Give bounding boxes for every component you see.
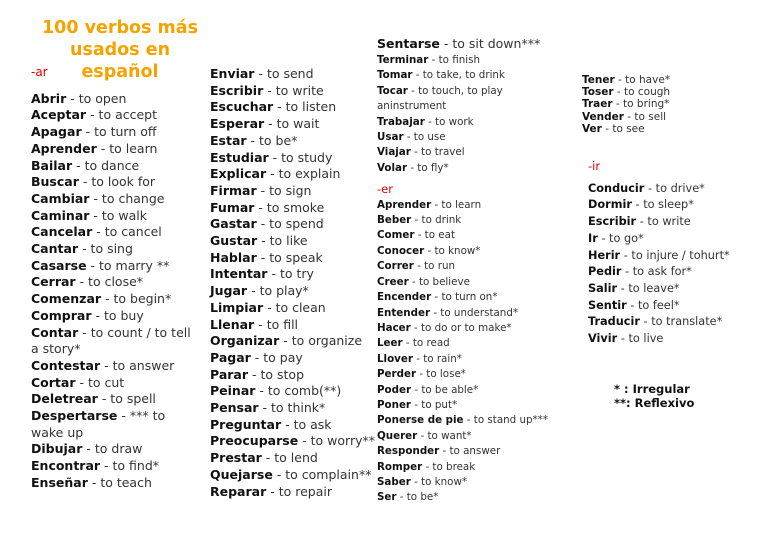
verb-entry (377, 429, 548, 444)
verb-word: Peinar (210, 383, 256, 399)
verb-word: Firmar (210, 182, 257, 198)
verb-entry (377, 84, 527, 115)
verb-word: Fumar (210, 199, 255, 215)
legend (614, 382, 694, 410)
verb-entry (377, 228, 548, 243)
verb-entry (31, 224, 206, 241)
verb-translation: - to like (257, 233, 308, 249)
verb-word: Cancelar (31, 224, 93, 240)
verb-entry (377, 213, 548, 228)
verb-translation: - to sign (256, 182, 312, 198)
verb-entry (210, 233, 375, 250)
verb-entry (582, 74, 670, 86)
verb-word: Gustar (210, 233, 258, 249)
verb-translation: - to complain** (272, 466, 372, 482)
verb-entry (31, 325, 196, 358)
verb-entry (377, 259, 548, 274)
verb-entry (210, 433, 375, 450)
verb-word: Leer (377, 337, 403, 350)
verb-word: Bailar (31, 157, 73, 173)
verb-word: Pagar (210, 349, 251, 365)
verb-translation: - to go* (597, 231, 644, 245)
verb-translation: - to spend (256, 216, 324, 232)
verb-word: Quejarse (210, 466, 273, 482)
verb-translation: - to ask for* (621, 265, 692, 279)
verb-entry (210, 383, 375, 400)
verb-entry (377, 352, 548, 367)
verb-entry (210, 450, 375, 467)
verb-entry (377, 35, 548, 53)
verb-word: Explicar (210, 166, 267, 182)
verb-entry (210, 484, 375, 501)
verb-word: Poder (377, 383, 412, 396)
verb-word: Vivir (588, 332, 618, 346)
verb-entry (31, 375, 206, 392)
verb-entry (31, 408, 196, 441)
verb-translation: - to write (263, 82, 324, 98)
verb-word: Correr (377, 260, 414, 273)
verb-word: Comenzar (31, 291, 102, 307)
verb-word: Dibujar (31, 441, 83, 457)
ar-column-1 (31, 64, 206, 492)
verb-entry (377, 161, 548, 176)
verb-translation: - to lend (261, 450, 318, 466)
verb-word: Usar (377, 131, 404, 144)
verb-entry (210, 367, 375, 384)
ar-er-column (377, 35, 548, 506)
verb-entry (377, 336, 548, 351)
verb-entry (210, 200, 375, 217)
verb-translation: - to want* (417, 429, 472, 442)
verb-entry (588, 248, 730, 265)
verb-word: Estar (210, 132, 247, 148)
verb-word: Ir (588, 231, 598, 245)
verb-entry (210, 417, 375, 434)
verb-word: Cambiar (31, 190, 90, 206)
verb-translation: - to worry** (298, 433, 375, 449)
verb-entry (210, 150, 375, 167)
verb-translation: - to repair (266, 483, 332, 499)
verb-word: Escribir (210, 82, 264, 98)
verb-entry (588, 181, 730, 198)
verb-word: Viajar (377, 146, 411, 159)
verb-translation: - to be able* (411, 383, 479, 396)
verb-entry (377, 130, 548, 145)
ar-column-2 (210, 66, 375, 500)
verb-entry (31, 358, 206, 375)
verb-word: Encontrar (31, 458, 101, 474)
verb-word: Tomar (377, 69, 413, 82)
verb-entry (210, 317, 375, 334)
verb-entry (582, 123, 670, 135)
verb-translation: - to drink (411, 214, 462, 227)
verb-word: Escuchar (210, 99, 274, 115)
verb-translation: - to dance (72, 157, 140, 173)
verb-word: Pensar (210, 400, 259, 416)
verb-translation: - *** to wake up (31, 408, 166, 440)
verb-word: Llenar (210, 316, 255, 332)
verb-translation: - to fill (254, 316, 299, 332)
verb-word: Pedir (588, 265, 622, 279)
verb-word: Querer (377, 429, 418, 442)
verb-word: Apagar (31, 124, 82, 140)
verb-translation: - to explain (266, 166, 341, 182)
verb-word: Caminar (31, 207, 90, 223)
verb-translation: - to see (601, 122, 645, 135)
verb-translation: - to play* (247, 283, 309, 299)
verb-word: Cerrar (31, 274, 76, 290)
verb-list-ir (588, 181, 730, 348)
verb-word: Buscar (31, 174, 79, 190)
verb-translation: - to finish (428, 54, 480, 66)
verb-entry (588, 331, 730, 348)
verb-translation: - to count / to tell a story* (31, 324, 191, 357)
page-title: 100 verbos más usados en español (41, 18, 199, 82)
verb-translation: - to try (267, 266, 314, 282)
verb-entry (31, 107, 206, 124)
verb-translation: - to live (617, 332, 664, 346)
verb-entry (377, 475, 548, 490)
verb-translation: - to teach (87, 474, 152, 490)
verb-entry (31, 174, 206, 191)
verb-word: Responder (377, 445, 440, 458)
verb-word: Abrir (31, 90, 67, 106)
verb-word: Sentarse (377, 36, 440, 51)
verb-translation: - to know* (424, 244, 481, 257)
verb-translation: - to bring* (612, 98, 670, 111)
verb-word: Reparar (210, 483, 267, 499)
verb-translation: - to cough (613, 86, 671, 99)
verb-word: Aprender (377, 198, 432, 211)
verb-word: Hablar (210, 249, 257, 265)
verb-entry (31, 274, 206, 291)
verb-translation: - to organize (279, 333, 363, 349)
verb-translation: - to comb(**) (255, 383, 342, 399)
verb-entry (377, 68, 548, 83)
verb-word: Esperar (210, 116, 265, 132)
verb-word: Aprender (31, 140, 97, 156)
verb-word: Ponerse de pie (377, 414, 464, 427)
verb-word: Deletrear (31, 391, 98, 407)
verb-entry (377, 275, 548, 290)
verb-entry (210, 166, 375, 183)
verb-word: Cortar (31, 374, 76, 390)
verb-entry (588, 264, 730, 281)
verb-word: Enviar (210, 66, 255, 81)
verb-translation: - to cancel (92, 224, 162, 240)
verb-translation: - to eat (414, 229, 455, 242)
verb-word: Contar (31, 324, 79, 340)
verb-word: Tener (582, 74, 615, 86)
verb-translation: - to turn on* (431, 291, 498, 304)
verb-translation: - to learn (96, 140, 158, 156)
verb-word: Encender (377, 291, 432, 304)
verb-translation: - to use (403, 131, 446, 144)
verb-word: Organizar (210, 333, 280, 349)
verb-translation: - to spell (97, 391, 156, 407)
verb-entry (210, 133, 375, 150)
verb-word: Entender (377, 306, 431, 319)
verb-translation: - to answer (439, 445, 501, 458)
verb-word: Estudiar (210, 149, 269, 165)
verb-translation: - to sing (78, 241, 133, 257)
verb-word: Creer (377, 275, 409, 288)
verb-entry (31, 458, 206, 475)
verb-translation: - to wait (264, 116, 320, 132)
verb-entry (210, 300, 375, 317)
verb-translation: - to look for (78, 174, 156, 190)
verb-word: Traer (582, 98, 613, 111)
verb-translation: - to injure / tohurt* (620, 248, 730, 262)
section-er-label: -er (377, 182, 393, 197)
verb-entry (31, 391, 206, 408)
verb-translation: - to fly* (407, 161, 449, 174)
verb-word: Jugar (210, 283, 248, 299)
verb-entry (377, 490, 548, 505)
verb-entry (377, 413, 548, 428)
verb-entry (377, 321, 548, 336)
verb-entry (210, 350, 375, 367)
verb-translation: - to study (268, 149, 333, 165)
verb-word: Prestar (210, 450, 262, 466)
verb-entry (588, 281, 730, 298)
verb-entry (582, 98, 670, 110)
verb-translation: - to ask (281, 416, 332, 432)
verb-word: Poner (377, 398, 412, 411)
verb-word: Preguntar (210, 416, 282, 432)
verb-list-er (377, 198, 548, 506)
section-ar-label: -ar (31, 65, 48, 79)
verb-entry (210, 66, 375, 83)
verb-translation: - to understand* (430, 306, 518, 319)
verb-translation: - to rain* (412, 352, 462, 365)
verb-translation: - to sell (623, 110, 667, 123)
verb-entry (210, 400, 375, 417)
verb-entry (588, 231, 730, 248)
verb-translation: - to leave* (617, 281, 680, 295)
verb-entry (377, 115, 548, 130)
verb-word: Escribir (588, 215, 637, 229)
verb-translation: - to believe (408, 275, 470, 288)
verb-entry (377, 460, 548, 475)
verb-word: Preocuparse (210, 433, 299, 449)
verb-translation: - to break (422, 460, 476, 473)
verb-entry (582, 86, 670, 98)
verb-entry (377, 145, 548, 160)
verb-entry (377, 198, 548, 213)
verb-translation: - to learn (431, 198, 482, 211)
verb-word: Gastar (210, 216, 257, 232)
verb-word: Ser (377, 491, 397, 504)
verb-entry (377, 383, 548, 398)
verb-entry (31, 191, 206, 208)
verb-word: Conocer (377, 244, 425, 257)
verb-entry (377, 244, 548, 259)
verb-word: Herir (588, 248, 621, 262)
verb-entry (210, 333, 375, 350)
verb-entry (31, 208, 206, 225)
verb-translation: - to speak (256, 249, 323, 265)
verb-word: Parar (210, 366, 249, 382)
verb-entry (377, 398, 548, 413)
verb-word: Limpiar (210, 299, 264, 315)
verb-entry (377, 444, 548, 459)
verb-translation: - to think* (258, 400, 326, 416)
verb-word: Romper (377, 460, 423, 473)
legend-irregular: * : Irregular (614, 382, 690, 396)
verb-translation: - to accept (86, 107, 158, 123)
ir-column (588, 158, 730, 348)
verb-entry (210, 99, 375, 116)
verb-entry (31, 141, 206, 158)
verb-word: Traducir (588, 315, 640, 329)
verb-entry (210, 266, 375, 283)
verb-translation: - to know* (410, 475, 468, 488)
verb-entry (588, 214, 730, 231)
verb-translation: - to listen (273, 99, 337, 115)
verb-entry (582, 111, 670, 123)
verb-word: Cantar (31, 241, 79, 257)
verb-translation: - to sleep* (631, 198, 694, 212)
verb-word: Saber (377, 475, 411, 488)
verb-entry (588, 314, 730, 331)
verb-translation: - to feel* (626, 298, 680, 312)
verb-entry (31, 158, 206, 175)
verb-translation: - to put* (411, 398, 458, 411)
verb-word: Toser (582, 86, 614, 99)
verb-translation: - to take, to drink (412, 69, 505, 82)
verb-entry (588, 298, 730, 315)
verb-translation: - to cut (75, 374, 125, 390)
verb-entry (31, 91, 206, 108)
verb-word: Terminar (377, 54, 429, 66)
verb-entry (31, 308, 206, 325)
verb-translation: - to marry ** (86, 257, 170, 273)
verb-entry (210, 116, 375, 133)
verb-entry (588, 197, 730, 214)
verb-translation: - to buy (91, 307, 144, 323)
verb-word: Intentar (210, 266, 268, 282)
verb-translation: - to begin* (101, 291, 172, 307)
er-column-2 (582, 74, 670, 135)
verb-entry (377, 290, 548, 305)
verb-word: Comprar (31, 307, 92, 323)
verb-entry (31, 291, 206, 308)
verb-word: Beber (377, 214, 412, 227)
verb-list-er-2 (582, 74, 670, 135)
verb-translation: - to pay (250, 349, 303, 365)
verb-translation: - to have* (614, 74, 671, 86)
verb-word: Aceptar (31, 107, 87, 123)
verb-translation: - to walk (89, 207, 147, 223)
verb-word: Sentir (588, 298, 627, 312)
verb-entry (31, 124, 206, 141)
verb-translation: - to read (402, 337, 450, 350)
verb-translation: - to stop (248, 366, 305, 382)
verb-word: Dormir (588, 198, 632, 212)
legend-reflexivo: **: Reflexivo (614, 396, 695, 410)
verb-entry (210, 216, 375, 233)
verb-word: Llover (377, 352, 413, 365)
verb-translation: - to change (89, 190, 165, 206)
verb-translation: - to do or to make* (410, 321, 512, 334)
verb-translation: - to stand up*** (463, 414, 548, 427)
verb-translation: - to clean (263, 299, 326, 315)
verb-entry (210, 250, 375, 267)
verb-list-ar-1 (31, 91, 206, 492)
verb-list-ar-3 (377, 35, 548, 176)
verb-word: Volar (377, 161, 408, 174)
verb-translation: - to write (636, 215, 691, 229)
verb-translation: - to translate* (639, 315, 723, 329)
verb-word: Casarse (31, 257, 87, 273)
verb-entry (210, 283, 375, 300)
verb-translation: - to send (254, 66, 314, 81)
verb-entry (31, 475, 206, 492)
verb-word: Vender (582, 110, 624, 123)
verb-entry (377, 367, 548, 382)
verb-entry (31, 241, 206, 258)
verb-word: Perder (377, 368, 417, 381)
verb-word: Salir (588, 281, 618, 295)
verb-word: Contestar (31, 357, 101, 373)
verb-translation: - to touch, to play aninstrument (377, 84, 503, 113)
verb-entry (31, 258, 206, 275)
verb-entry (377, 306, 548, 321)
verb-entry (377, 53, 548, 68)
verb-word: Despertarse (31, 408, 118, 424)
verb-translation: - to work (424, 115, 474, 128)
verb-translation: - to draw (82, 441, 143, 457)
verb-entry (210, 183, 375, 200)
verb-word: Hacer (377, 321, 411, 334)
verb-translation: - to answer (100, 357, 175, 373)
verb-word: Trabajar (377, 115, 425, 128)
verb-translation: - to travel (410, 146, 465, 159)
verb-list-ar-2 (210, 66, 375, 500)
verb-word: Comer (377, 229, 415, 242)
verb-translation: - to find* (100, 458, 160, 474)
verb-translation: - to lose* (416, 368, 466, 381)
section-ir-label: -ir (588, 159, 601, 173)
verb-translation: - to smoke (254, 199, 325, 215)
verb-word: Enseñar (31, 474, 88, 490)
verb-translation: - to open (66, 90, 127, 106)
verb-word: Conducir (588, 181, 645, 195)
verb-entry (31, 441, 206, 458)
verb-word: Ver (582, 122, 602, 135)
verb-translation: - to run (413, 260, 456, 273)
verb-entry (210, 467, 375, 484)
verb-translation: - to sit down*** (439, 36, 541, 51)
verb-entry (210, 83, 375, 100)
verb-translation: - to be* (396, 491, 439, 504)
verb-translation: - to close* (75, 274, 144, 290)
verb-translation: - to drive* (644, 181, 705, 195)
verb-translation: - to be* (246, 132, 298, 148)
verb-translation: - to turn off (81, 124, 157, 140)
verb-word: Tocar (377, 84, 408, 97)
